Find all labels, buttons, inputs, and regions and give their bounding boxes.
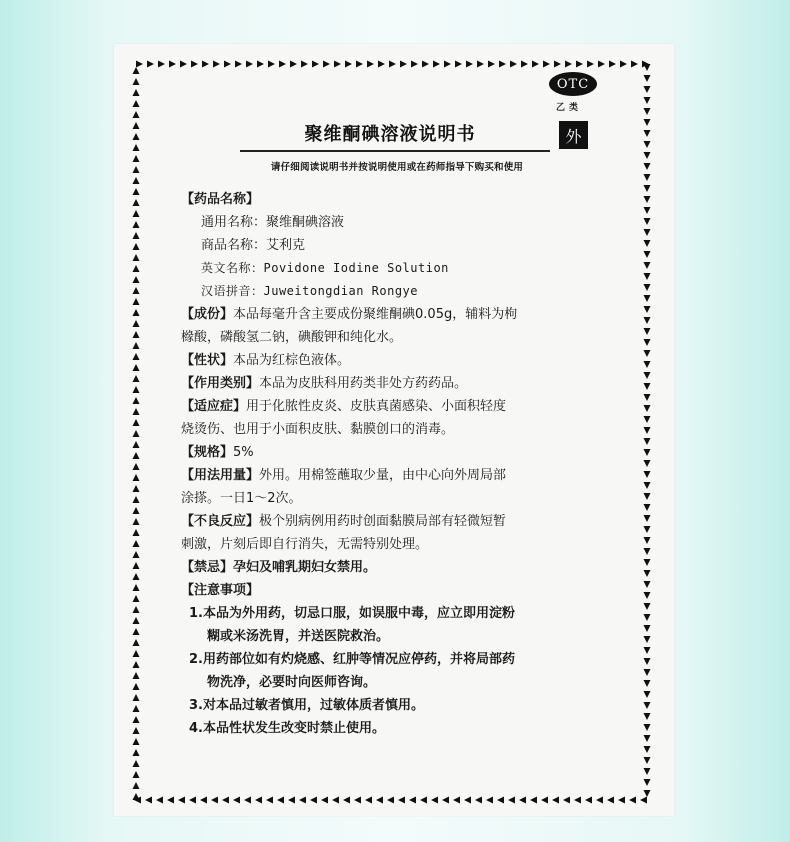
border-triangle [644,790,651,797]
border-triangle [644,537,651,544]
border-triangle [530,797,537,804]
border-triangle [644,119,651,126]
border-triangle [644,64,651,71]
spec-text: 5% [233,445,254,460]
border-triangle [543,61,550,68]
dosage-line-1: 外用。用棉签蘸取少量，由中心向外周局部 [259,468,507,483]
border-triangle [133,727,140,734]
border-triangle [644,680,651,687]
border-triangle [202,61,209,68]
border-triangle [644,691,651,698]
otc-class-label: 乙类 [556,103,583,113]
document-title: 聚维酮碘溶液说明书 [304,124,476,145]
border-triangle [644,702,651,709]
border-triangle [644,515,651,522]
border-triangle [532,61,539,68]
border-triangle [644,185,651,192]
border-triangle [133,430,140,437]
border-triangle [147,61,154,68]
border-triangle [644,768,651,775]
border-triangle [133,375,140,382]
appearance-tag: 【性状】 [181,353,234,368]
border-triangle [246,61,253,68]
border-triangle [133,463,140,470]
border-triangle [442,797,449,804]
dosage-line-2: 涂搽。一日1～2次。 [181,491,302,506]
border-triangle [133,287,140,294]
border-triangle [477,61,484,68]
border-triangle [244,797,251,804]
border-triangle [133,397,140,404]
border-triangle [644,174,651,181]
border-triangle [644,86,651,93]
border-triangle [189,797,196,804]
border-triangle [133,793,140,800]
border-triangle [323,61,330,68]
composition-line-2: 橼酸，磷酸氢二钠，碘酸钾和纯化水。 [181,330,403,345]
border-triangle [136,61,143,68]
border-triangle [644,361,651,368]
border-triangle [133,617,140,624]
border-triangle [400,61,407,68]
indications-line-2: 烧烫伤、也用于小面积皮肤、黏膜创口的消毒。 [181,422,455,437]
border-triangle [644,273,651,280]
border-triangle [644,592,651,599]
composition-section [181,303,609,326]
border-triangle [257,61,264,68]
border-triangle [310,797,317,804]
category-tag: 【作用类别】 [181,376,260,391]
border-triangle [431,797,438,804]
border-triangle [191,61,198,68]
border-triangle [644,108,651,115]
border-triangle [133,419,140,426]
border-triangle [133,760,140,767]
border-triangle [620,61,627,68]
border-triangle [133,144,140,151]
border-triangle [644,735,651,742]
indications-line-1: 用于化脓性皮炎、皮肤真菌感染、小面积轻度 [246,399,507,414]
precaution-1-line-1: 1.本品为外用药，切忌口服，如误服中毒，应立即用淀粉 [189,606,515,621]
border-triangle [644,317,651,324]
border-triangle [475,797,482,804]
composition-line-1: 本品每毫升含主要成份聚维酮碘0.05g，辅料为枸 [233,307,518,322]
border-triangle [510,61,517,68]
border-triangle [312,61,319,68]
border-triangle [644,559,651,566]
border-triangle [133,243,140,250]
border-triangle [376,797,383,804]
precaution-1-line-2: 糊或米汤洗胃，并送医院救治。 [207,629,390,644]
border-triangle [133,782,140,789]
border-triangle [565,61,572,68]
border-triangle [644,350,651,357]
border-triangle [444,61,451,68]
border-triangle [640,797,647,804]
border-triangle [422,61,429,68]
appearance-section [181,349,609,372]
border-triangle [133,408,140,415]
border-triangle [644,141,651,148]
border-triangle [455,61,462,68]
border-triangle [332,797,339,804]
border-triangle [644,658,651,665]
border-triangle [644,130,651,137]
border-triangle [644,647,651,654]
drug-name-heading: 【药品名称】 [181,192,260,207]
border-triangle [133,353,140,360]
border-triangle [133,694,140,701]
border-triangle [644,746,651,753]
border-triangle [354,797,361,804]
border-triangle [133,452,140,459]
border-triangle [644,196,651,203]
border-triangle [644,581,651,588]
border-triangle [321,797,328,804]
border-triangle [133,331,140,338]
border-triangle [133,749,140,756]
border-triangle [158,61,165,68]
border-triangle [200,797,207,804]
border-triangle [644,669,651,676]
title-underline [240,150,550,152]
border-triangle [133,507,140,514]
border-triangle [133,639,140,646]
contra-tag: 【禁忌】 [181,560,234,575]
border-triangle [334,61,341,68]
border-triangle [563,797,570,804]
precaution-3: 3.对本品过敏者慎用，过敏体质者慎用。 [189,698,424,713]
border-triangle [133,386,140,393]
border-triangle [596,797,603,804]
border-triangle [598,61,605,68]
border-triangle [609,61,616,68]
indications-section [181,395,609,418]
border-triangle [133,584,140,591]
border-triangle [133,67,140,74]
border-triangle [644,207,651,214]
border-triangle [618,797,625,804]
trade-name: 商品名称：艾利克 [201,238,306,253]
contra-section [181,556,609,579]
border-triangle [644,438,651,445]
border-triangle [644,636,651,643]
border-triangle [409,797,416,804]
border-triangle [644,449,651,456]
border-triangle [301,61,308,68]
border-triangle [133,133,140,140]
border-triangle [644,262,651,269]
border-triangle [133,122,140,129]
category-section [181,372,609,395]
border-triangle [133,100,140,107]
border-triangle [133,650,140,657]
border-triangle [644,757,651,764]
border-triangle [222,797,229,804]
border-triangle [133,276,140,283]
border-triangle [145,797,152,804]
dosage-tag: 【用法用量】 [181,468,260,483]
border-triangle [133,551,140,558]
precaution-2-line-2: 物洗净，必要时向医师咨询。 [207,675,377,690]
spec-tag: 【规格】 [181,445,234,460]
border-triangle [644,75,651,82]
border-triangle [266,797,273,804]
border-triangle [180,61,187,68]
border-triangle [133,485,140,492]
border-triangle [133,111,140,118]
border-triangle [133,298,140,305]
border-triangle [233,797,240,804]
border-triangle [211,797,218,804]
border-triangle [644,504,651,511]
border-triangle [133,342,140,349]
border-triangle [644,218,651,225]
border-triangle [133,210,140,217]
border-triangle [133,441,140,448]
border-triangle [133,254,140,261]
border-triangle [255,797,262,804]
border-triangle [644,328,651,335]
border-triangle [644,394,651,401]
border-triangle [156,797,163,804]
border-triangle [644,97,651,104]
border-triangle [585,797,592,804]
border-triangle [644,163,651,170]
border-triangle [411,61,418,68]
border-triangle [133,705,140,712]
border-triangle [133,738,140,745]
border-triangle [133,320,140,327]
generic-name: 通用名称：聚维酮碘溶液 [201,215,345,230]
precaution-4: 4.本品性状发生改变时禁止使用。 [189,721,385,736]
precautions-heading: 【注意事项】 [181,583,260,598]
border-triangle [268,61,275,68]
appearance-text: 本品为红棕色液体。 [233,353,351,368]
border-triangle [541,797,548,804]
border-triangle [398,797,405,804]
border-triangle [519,797,526,804]
border-triangle [343,797,350,804]
border-triangle [499,61,506,68]
leaflet-body [181,188,609,740]
border-triangle [644,284,651,291]
border-triangle [644,570,651,577]
border-triangle [644,306,651,313]
contra-text: 孕妇及哺乳期妇女禁用。 [233,560,377,575]
border-triangle [133,78,140,85]
border-triangle [133,166,140,173]
border-triangle [587,61,594,68]
border-triangle [367,61,374,68]
border-triangle [644,152,651,159]
border-triangle [133,474,140,481]
border-triangle [133,661,140,668]
border-triangle [644,493,651,500]
border-triangle [644,295,651,302]
border-triangle [213,61,220,68]
border-triangle [521,61,528,68]
border-triangle [133,672,140,679]
border-triangle [133,683,140,690]
adverse-tag: 【不良反应】 [181,514,260,529]
border-triangle [464,797,471,804]
border-triangle [644,372,651,379]
border-triangle [644,526,651,533]
category-text: 本品为皮肤科用药类非处方药药品。 [259,376,468,391]
border-triangle [133,364,140,371]
border-triangle [488,61,495,68]
border-triangle [644,240,651,247]
border-triangle [497,797,504,804]
border-triangle [574,797,581,804]
border-triangle [167,797,174,804]
border-triangle [576,61,583,68]
border-triangle [169,61,176,68]
border-triangle [133,606,140,613]
border-triangle [133,232,140,239]
border-triangle [631,61,638,68]
border-triangle [133,562,140,569]
border-triangle [433,61,440,68]
border-triangle [133,89,140,96]
border-triangle [277,797,284,804]
border-triangle [486,797,493,804]
border-triangle [389,61,396,68]
border-triangle [133,540,140,547]
border-triangle [644,625,651,632]
border-triangle [365,797,372,804]
border-triangle [279,61,286,68]
border-triangle [644,416,651,423]
border-triangle [644,427,651,434]
border-triangle [133,628,140,635]
indications-tag: 【适应症】 [181,399,247,414]
border-triangle [133,496,140,503]
border-triangle [644,548,651,555]
border-triangle [133,221,140,228]
border-triangle [345,61,352,68]
border-triangle [508,797,515,804]
precaution-2-line-1: 2.用药部位如有灼烧感、红肿等情况应停药，并将局部药 [189,652,515,667]
border-triangle [644,482,651,489]
border-triangle [133,199,140,206]
border-triangle [644,383,651,390]
border-triangle [644,614,651,621]
border-triangle [466,61,473,68]
border-triangle [644,405,651,412]
adverse-line-1: 极个别病例用药时创面黏膜局部有轻微短暂 [259,514,507,529]
border-triangle [299,797,306,804]
border-triangle [133,309,140,316]
external-use-mark: 外 [559,121,588,149]
border-triangle [133,573,140,580]
pinyin-name: 汉语拼音：Juweitongdian Rongye [201,284,418,298]
border-triangle [644,251,651,258]
border-triangle [133,265,140,272]
border-triangle [644,603,651,610]
border-triangle [644,460,651,467]
border-triangle [387,797,394,804]
border-triangle [356,61,363,68]
border-triangle [133,188,140,195]
border-triangle [644,779,651,786]
border-triangle [554,61,561,68]
border-triangle [607,797,614,804]
border-triangle [290,61,297,68]
border-triangle [629,797,636,804]
border-triangle [133,518,140,525]
otc-label: OTC [556,76,590,92]
border-triangle [644,339,651,346]
border-triangle [453,797,460,804]
border-triangle [133,595,140,602]
border-triangle [644,229,651,236]
spec-section [181,441,609,464]
border-triangle [178,797,185,804]
border-triangle [224,61,231,68]
otc-badge [549,72,597,96]
dosage-section [181,464,609,487]
border-triangle [378,61,385,68]
border-triangle [133,716,140,723]
border-triangle [552,797,559,804]
border-triangle [133,177,140,184]
border-triangle [133,771,140,778]
composition-tag: 【成份】 [181,307,234,322]
border-triangle [420,797,427,804]
border-triangle [133,529,140,536]
border-triangle [133,155,140,162]
border-triangle [644,471,651,478]
border-triangle [644,724,651,731]
adverse-line-2: 刺激，片刻后即自行消失，无需特别处理。 [181,537,429,552]
adverse-section [181,510,609,533]
border-triangle [644,713,651,720]
english-name: 英文名称：Povidone Iodine Solution [201,261,449,275]
border-triangle [235,61,242,68]
border-triangle [288,797,295,804]
usage-advice: 请仔细阅读说明书并按说明使用或在药师指导下购买和使用 [270,162,524,173]
